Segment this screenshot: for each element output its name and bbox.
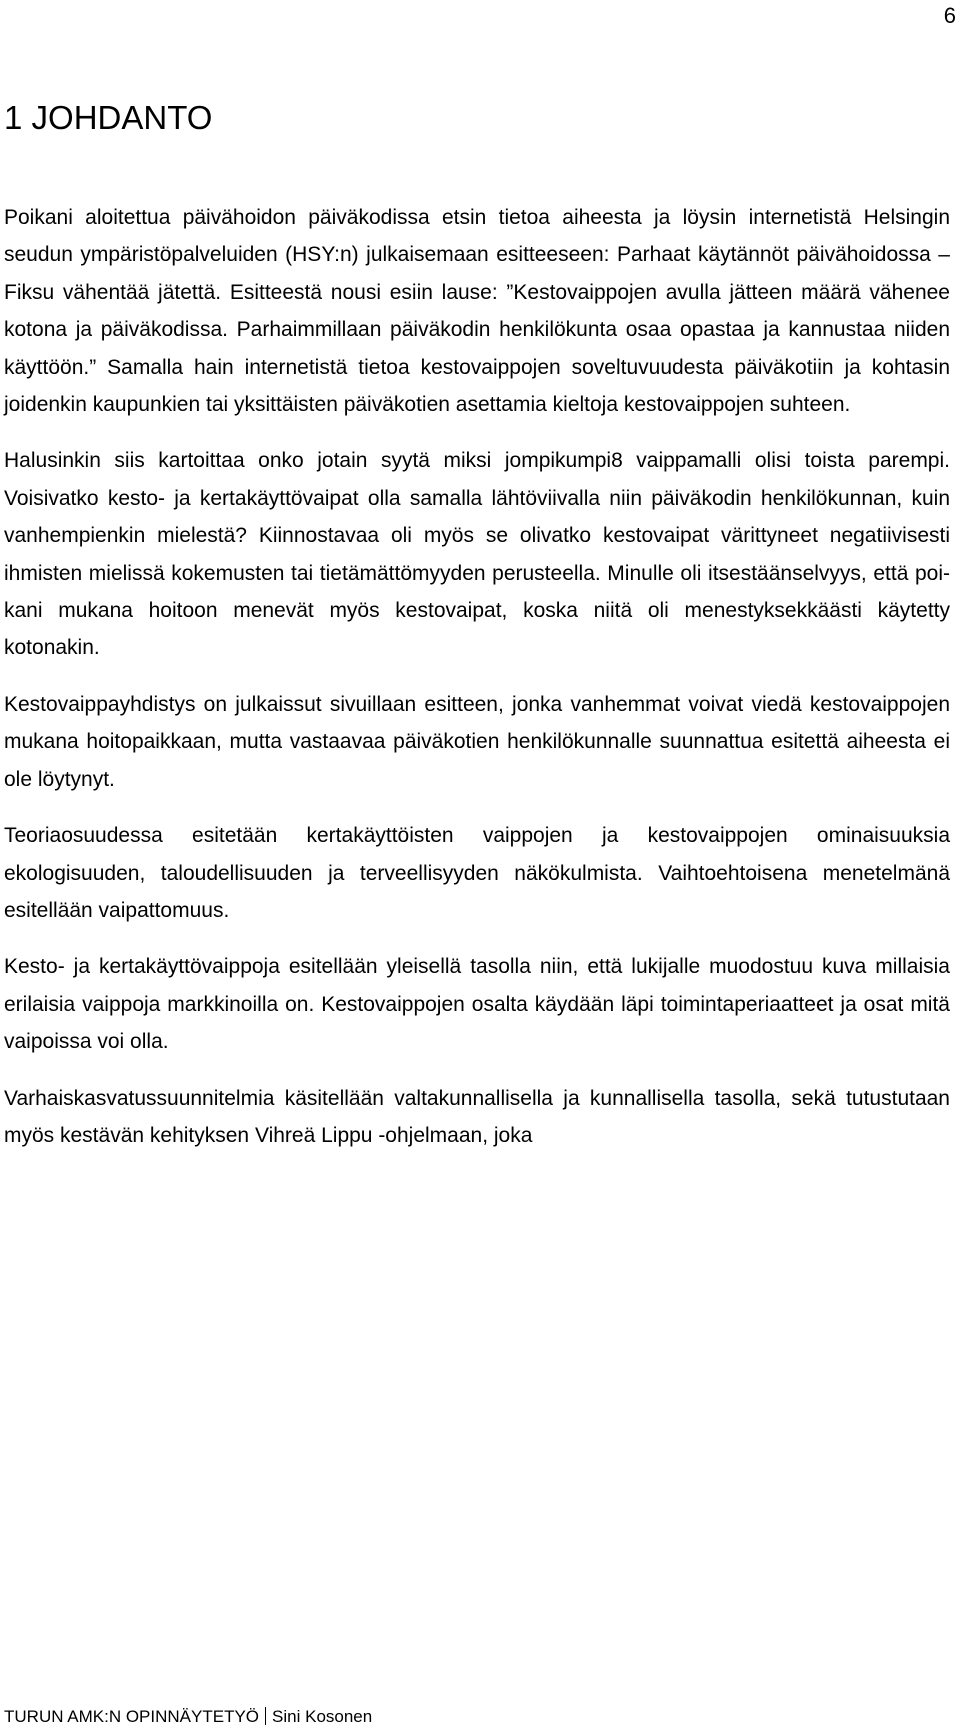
- footer-author: Sini Kosonen: [272, 1707, 373, 1726]
- page-number: 6: [943, 3, 956, 28]
- paragraph-intro: Poikani aloitettua päivähoidon päiväkodissa etsin tietoa aiheesta ja löysin internetistä Helsingin seudun ympäristöpalveluiden (HSY:n) julkaisemaan esitteeseen: Parhaat käytännöt päivähoidossa – Fiksu vähentää jätettä. Esitteestä nousi esiin lause: ”Kestovaippojen avulla jätteen määrä vähenee kotona ja päiväkodissa. Parhaimmillaan päiväkodin henkilökunta osaa opastaa ja kannustaa niiden käyttöön.” Samalla hain internetistä tietoa kestovaippojen soveltuvuudesta päiväkotiin ja kohtasin joidenkin kaupunkien tai yksittäisten päiväkotien asettamia kieltoja kestovaippojen suhteen.: [4, 206, 950, 417]
- body-text: [4, 199, 950, 1173]
- paragraph-research-aim: Halusinkin siis kartoittaa onko jotain syytä miksi jompikumpi8 vaippamalli olisi toista parempi. Voisivatko kesto- ja kertakäyttövaipat olla samalla lähtöviivalla niin päiväkodin henkilökunnan, kuin vanhempienkin mielestä? Kiinnostavaa oli myös se olivatko kestovaipat värittyneet negatiivisesti ihmisten mielissä kokemusten tai tietämättömyyden perusteella. Minulle oli itsestäänselvyys, että poikani mukana hoitoon menevät myös kestovaipat, koska niitä oli menestyksekkäästi käytetty kotonakin.: [4, 449, 950, 660]
- paragraph-curriculum: Varhaiskasvatussuunnitelmia käsitellään valtakunnallisella ja kunnallisella tasolla, sekä tutustutaan myös kestävän kehityksen Vihreä Lippu -ohjelmaan, joka: [4, 1086, 950, 1147]
- chapter-heading: 1 JOHDANTO: [4, 99, 213, 136]
- footer-institution: TURUN AMK:N OPINNÄYTETYÖ: [4, 1707, 260, 1726]
- footer-separator: [265, 1707, 266, 1725]
- paragraph-brochure: Kestovaippayhdistys on julkaissut sivuillaan esitteen, jonka vanhemmat voivat viedä kestovaippojen mukana hoitopaikkaan, mutta vastaavaa päiväkotien henkilökunnalle suunnattua esitettä aiheesta ei ole löytynyt.: [4, 692, 950, 791]
- paragraph-diaper-types: Kesto- ja kertakäyttövaippoja esitellään yleisellä tasolla niin, että lukijalle muodostuu kuva millaisia erilaisia vaippoja markkinoilla on. Kestovaippojen osalta käydään läpi toimintaperiaatteet ja osat mitä vaipoissa voi olla.: [4, 955, 950, 1054]
- page-footer: [4, 1706, 372, 1728]
- paragraph-theory: Teoriaosuudessa esitetään kertakäyttöisten vaippojen ja kestovaippojen ominaisuuksia ekologisuuden, taloudellisuuden ja terveellisyyden näkökulmista. Vaihtoehtoisena menetelmänä esitellään vaipattomuus.: [4, 824, 950, 922]
